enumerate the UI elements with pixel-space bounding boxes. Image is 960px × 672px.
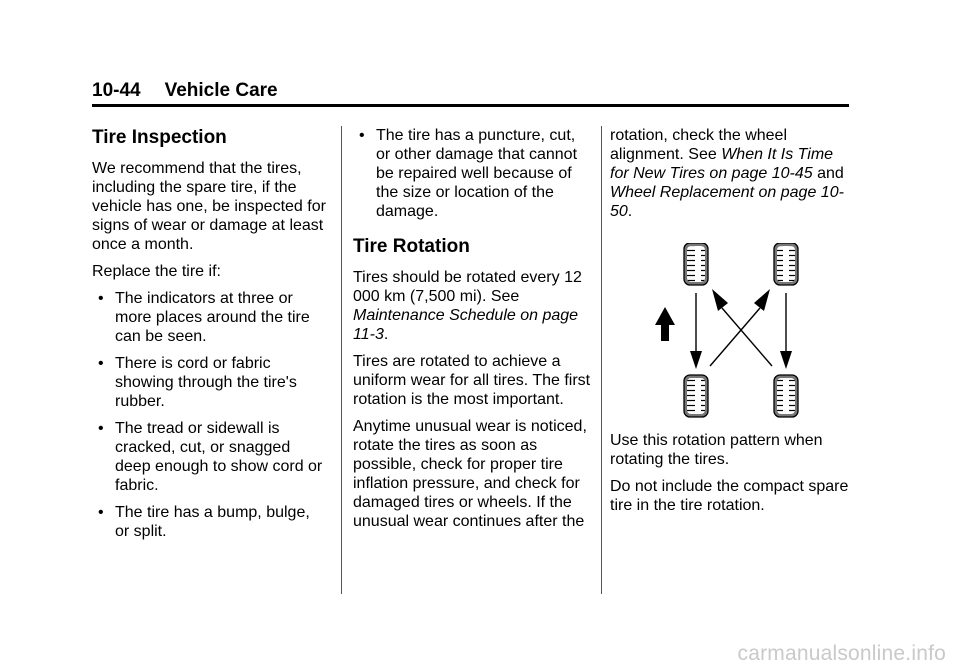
list-item-text: The tire has a bump, bulge, or split. [115, 504, 310, 540]
compact-spare-note: Do not include the compact spare tire in the tire rotation. [610, 478, 849, 514]
maintenance-schedule-link[interactable]: Maintenance Schedule on page 11-3 [353, 307, 579, 343]
bullet-glyph: • [359, 127, 365, 144]
new-tires-link[interactable]: When It Is Time for New Tires on page 10-45 [610, 146, 834, 182]
replace-intro: Replace the tire if: [92, 263, 221, 280]
list-item [92, 503, 327, 541]
inspection-intro: We recommend that the tires, including the spare tire, if the vehicle has one, be inspected for signs of wear or damage at least once a month. [92, 160, 326, 253]
bullet-glyph: • [98, 420, 104, 437]
and-text: and [817, 165, 844, 182]
list-item-text: The tread or sidewall is cracked, cut, or snagged deep enough to show cord or fabric. [115, 420, 323, 494]
column-3 [610, 126, 855, 523]
column-1 [92, 126, 327, 549]
page-header [92, 80, 852, 102]
list-item [92, 289, 327, 346]
period: . [383, 326, 389, 343]
bullet-glyph: • [98, 355, 104, 372]
rotation-purpose: Tires are rotated to achieve a uniform wear for all tires. The first rotation is the most important. [353, 353, 591, 408]
tire-rotation-diagram [654, 243, 810, 421]
page-number: 10-44 [92, 80, 141, 101]
alignment-text: rotation, check the wheel alignment. See [610, 127, 787, 163]
list-item [353, 126, 593, 221]
watermark: carmanualsonline.info [737, 642, 946, 665]
list-item [92, 419, 327, 495]
list-item [92, 354, 327, 411]
bullet-glyph: • [98, 290, 104, 307]
section-title: Vehicle Care [164, 80, 278, 101]
rotation-arrow-left-straight [690, 293, 702, 369]
list-item-text: There is cord or fabric showing through the tire's rubber. [115, 355, 297, 410]
forward-direction-arrow-icon [655, 307, 675, 341]
replace-list [92, 289, 327, 541]
replace-list-continued [353, 126, 593, 221]
bullet-glyph: • [98, 504, 104, 521]
header-text [92, 80, 852, 102]
list-item-text: The indicators at three or more places around the tire can be seen. [115, 290, 310, 345]
header-rule [92, 104, 849, 107]
rotation-arrow-right-straight [780, 293, 792, 369]
tire-rotation-heading: Tire Rotation [353, 236, 470, 257]
rotation-interval-text: Tires should be rotated every 12 000 km (7,500 mi). See [353, 269, 582, 305]
column-2 [353, 126, 593, 539]
rotation-pattern-caption: Use this rotation pattern when rotating the tires. [610, 432, 823, 468]
tire-front-left-icon [684, 243, 708, 285]
alignment-note [610, 126, 855, 221]
period: . [627, 203, 633, 220]
wheel-replacement-link[interactable]: Wheel Replacement on page 10-50 [610, 184, 844, 220]
tire-rear-right-icon [774, 375, 798, 417]
tire-inspection-heading: Tire Inspection [92, 127, 227, 148]
list-item-text: The tire has a puncture, cut, or other damage that cannot be repaired well because of the size or location of the damage. [376, 127, 578, 220]
column-divider-1 [341, 126, 342, 594]
tire-rear-left-icon [684, 375, 708, 417]
rotation-interval [353, 268, 593, 344]
column-divider-2 [601, 126, 602, 594]
tire-front-right-icon [774, 243, 798, 285]
unusual-wear: Anytime unusual wear is noticed, rotate the tires as soon as possible, check for proper tire inflation pressure, and check for damaged tires or wheels. If the unusual wear continues after the [353, 418, 587, 530]
